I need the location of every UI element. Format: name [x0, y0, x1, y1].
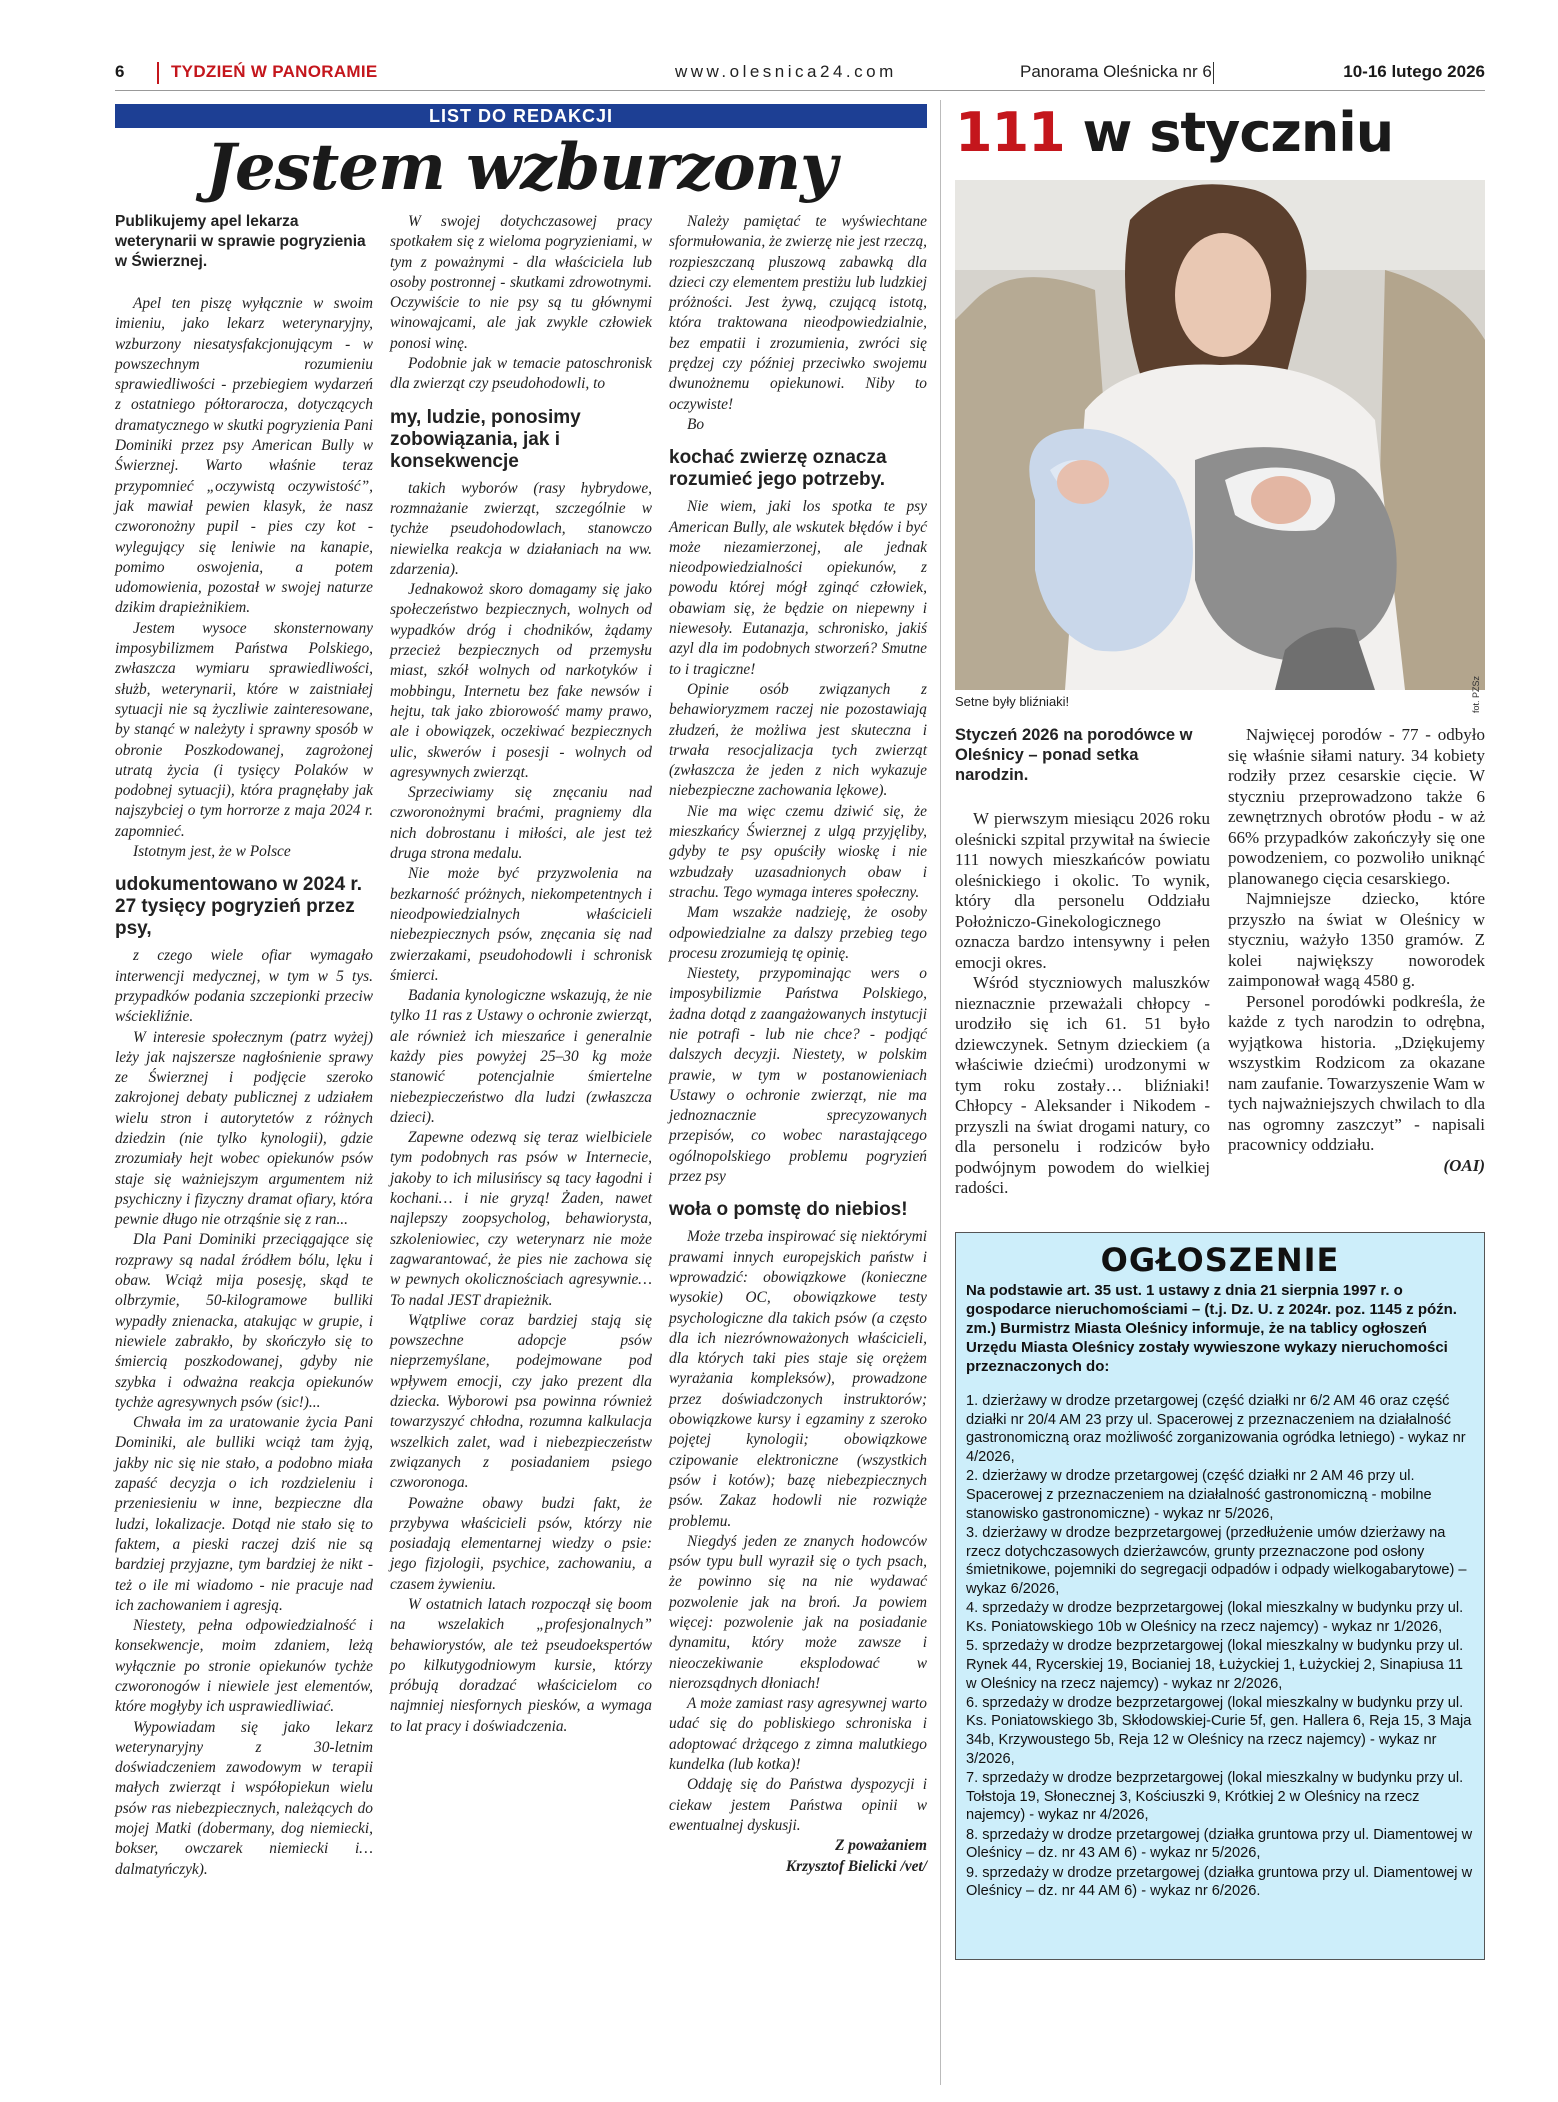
paragraph: Istotnym jest, że w Polsce [133, 843, 291, 861]
mother-with-twins-illustration [955, 180, 1485, 690]
births-headline [955, 100, 1485, 166]
births-headline-number: 111 [955, 101, 1065, 164]
paragraph: Sprzeciwiamy się znęcaniu nad czworonożnymi braćmi, pragniemy dla nich dobrostanu i miłości, ale jest też druga strona medalu. [390, 784, 652, 863]
paragraph: Wśród styczniowych maluszków nieznacznie przeważali chłopcy - urodziło się ich 61. 51 było dziewczynek. Setnym dzieckiem (a właściwie dziećmi) urodzonymi w tym roku zostały… bliźniaki! Chłopcy - Aleksander i Nikodem - przyszli na świat drogami natury, co dla personelu i rodziców było podwójnym powodem do wielkiej radości. [955, 973, 1210, 1197]
births-headline-text: w styczniu [1064, 101, 1394, 164]
paragraph: Oddaję się do Państwa dyspozycji i ciekaw jestem Państwa opinii w ewentualnej dyskusji. [669, 1776, 927, 1834]
paragraph: Najmniejsze dziecko, które przyszło na świat w Oleśnicy w styczniu, ważyło 1350 gramów. Z kolei największy noworodek zaimponował wagą 4580 g. [1228, 889, 1485, 990]
notice-item: 5. sprzedaży w drodze bezprzetargowej (lokal mieszkalny w budynku przy ul. Rynek 44, Rycerskiej 19, Bocianiej 18, Łużyckiej 1, Łużyckiej 2, Sinapiusa 11 w Oleśnicy na rzecz najemcy) - wykaz nr 2/2026, [966, 1638, 1464, 1692]
paragraph: Badania kynologiczne wskazują, że nie tylko 11 ras z Ustawy o ochronie zwierząt, ale również ich mieszańce i generalnie każdy pies powyżej 25–30 kg może stanowić potencjalnie śmiertelne niebezpieczeństwo dla ludzi (zwłaszcza dzieci). [390, 987, 652, 1126]
paragraph: Bo [687, 415, 705, 433]
paragraph: Wątpliwe coraz bardziej stają się powszechne adopcje psów nieprzemyślane, podejmowane pod wpływem emocji, czy jako prezent dla dziecka. Wyborowi psa powinna również towarzyszyć chłodna, rozumna kalkulacja wszelkich zalet, wad i niebezpieczeństw związanych z posiadaniem psiego czworonoga. [390, 1311, 652, 1492]
paragraph: Poważne obawy budzi fakt, że przybywa właścicieli psów, którzy nie posiadają elementarnej wiedzy o psie: jego fizjologii, psychice, zachowaniu, a czasem żywieniu. [390, 1494, 652, 1593]
paragraph: takich wyborów (rasy hybrydowe, rozmnażanie zwierząt, szczególnie w tychże pseudohodowlach, stanowczo niewielka reakcja w działaniach na ww. zdarzenia). [390, 479, 652, 578]
header-divider [157, 62, 159, 84]
paragraph: W ostatnich latach rozpoczął się boom na wszelakich „profesjonalnych” behawiorystów, ale też pseudoekspertów po kilkutygodniowym kursie, którzy próbują doradzać właścicielom co najmniej niesfornych piesków, a wymaga to lat pracy i doświadczenia. [390, 1596, 652, 1735]
issue-date: 10-16 lutego 2026 [1343, 62, 1485, 81]
notice-item: 3. dzierżawy w drodze bezprzetargowej (przedłużenie umów dzierżawy na rzecz dotychczasowych dzierżawców, grunty przeznaczone pod osłony śmietnikowe, pojemniki do segregacji odpadów i odpady wielkogabarytowe) – wykaz 6/2026, [966, 1524, 1467, 1598]
photo-credit: fot. PZSz [1471, 676, 1481, 714]
paragraph: Należy pamiętać te wyświechtane sformułowania, że zwierzę nie jest rzeczą, rozpieszczaną pluszową zabawką dla dzieci czy elementem prestiżu lub ludzkiej próżności. Jest żywą, czującą istotą, która traktowana nieodpowiedzialnie, bez empatii i zrozumienia, zwróci się prędzej czy później przeciwko swojemu dwunożnemu opiekunowi. Niby to oczywiste! [669, 213, 927, 413]
paragraph: Nie ma więc czemu dziwić się, że mieszkańcy Świerznej z ulgą przyjęliby, gdyby te psy opuściły wioskę i nie wzbudzały uzasadnionych obaw i strachu. Tego wymaga interes społeczny. [669, 802, 927, 901]
header-divider [1213, 62, 1214, 84]
paper-issue: Panorama Oleśnicka nr 6 [1020, 62, 1212, 81]
births-column-2 [1228, 725, 1485, 1176]
notice-item: 4. sprzedaży w drodze bezprzetargowej (lokal mieszkalny w budynku przy ul. Ks. Poniatowskiego 10b w Oleśnicy na rzecz najemcy) - wykaz nr 1/2026, [966, 1600, 1464, 1635]
paragraph: Zapewne odezwą się teraz wielbiciele tym podobnych ras psów w Internecie, jakoby to ich milusińscy są tacy łagodni i kochani… i nie gryzą! Żaden, nawet najlepszy zoopsycholog, behawiorysta, szkoleniowiec, czy weterynarz nie może zagwarantować, że pies nie zachowa się w pewnych okolicznościach agresywnie… To nadal JEST drapieżnik. [390, 1129, 652, 1309]
paragraph: Najwięcej porodów - 77 - odbyło się właśnie siłami natury. 34 kobiety rodziły przez cesarskie cięcie. W styczniu przeprowadzono także 6 zewnętrznych obrotów płodu - w aż 66% przypadków zakończyły się one powodzeniem, co pozwoliło uniknąć planowanego cięcia cesarskiego. [1228, 725, 1485, 888]
column-divider [940, 100, 941, 2085]
signature-greeting: Z poważaniem [835, 1837, 927, 1855]
notice-title: OGŁOSZENIE [1100, 1241, 1340, 1279]
births-author: (OAI) [1443, 1155, 1485, 1175]
paragraph: Nie wiem, jaki los spotka te psy American Bully, ale wskutek błędów i być może niezamierzonej, ale jednak nieodpowiedzialności opiekunów, z powodu której mógł zginąć człowiek, obawiam się, że będzie on niepewny i niewesoły. Eutanazja, schronisko, jakiś azyl dla im podobnych stworzeń? Smutne to i tragiczne! [669, 498, 927, 678]
letter-column-1 [115, 212, 373, 1880]
notice-item: 7. sprzedaży w drodze bezprzetargowej (lokal mieszkalny w budynku przy ul. Tołstoja 19, Słonecznej 3, Kościuszki 9, Krótkiej 2 w Oleśnicy na rzecz najemcy) - wykaz nr 4/2026, [966, 1770, 1464, 1824]
paragraph: Niestety, pełna odpowiedzialność i konsekwencje, moim zdaniem, leżą wyłącznie po stronie opiekunów tychże czworonogów i niewiele jest elementów, które mogłyby ich usprawiedliwiać. [115, 1617, 373, 1716]
births-column-1 [955, 725, 1210, 1199]
subheading: my, ludzie, ponosimy zobowiązania, jak i konsekwencje [390, 406, 581, 472]
paragraph: Podobnie jak w temacie patoschronisk dla zwierząt czy pseudohodowli, to [390, 355, 652, 393]
paragraph: Niegdyś jeden ze znanych hodowców psów typu bull wyraził się o tych psach, że powinno się na nie wydawać pozwolenie jak na broń. Ja powiem więcej: pozwolenie jak na posiadanie dynamitu, który może zawsze i nieoczekiwanie eksplodować w nierozsądnych dłoniach! [669, 1532, 927, 1692]
paragraph: Może trzeba inspirować się niektórymi prawami innych europejskich państw i wprowadzić: obowiązkowe (konieczne wysokie) OC, obowiązkowe testy psychologiczne dla takich psów (a często dla ich niezrównoważonych właścicieli, dla których taki pies staje się orężem wyrażania kompleksów), prowadzone przez doświadczonych instruktorów; obowiązkowe kursy i egzaminy z szeroko pojętej kynologii; obowiązkowe czipowanie elektroniczne (wszystkich psów i kotów); bazę niebezpiecznych psów. Zakaz hodowli nie rozwiąże problemu. [669, 1228, 927, 1530]
paragraph: Mam wszakże nadzieję, że osoby odpowiedzialne za dalszy przebieg tego procesu zrozumieją tę opinię. [669, 904, 927, 962]
letter-column-2 [390, 212, 652, 1737]
notice-item: 2. dzierżawy w drodze przetargowej (część działki nr 2 AM 46 przy ul. Spacerowej z przeznaczeniem na działalność gastronomiczną - mobilne stanowisko gastronomiczne) - wykaz nr 5/2026, [966, 1468, 1432, 1522]
subheading: woła o pomstę do niebios! [669, 1199, 908, 1221]
notice-item: 1. dzierżawy w drodze przetargowej (część działki nr 6/2 AM 46 oraz część działki nr 20/4 AM 23 przy ul. Spacerowej z przeznaczeniem na działalność gastronomiczną oraz możliwość zorganizowania ogródka letniego) - wykaz nr 4/2026, [966, 1393, 1466, 1466]
letter-headline: Jestem wzburzony [205, 130, 837, 205]
paragraph: Wypowiadam się jako lekarz weterynaryjny z 30-letnim doświadczeniem zawodowym w terapii małych zwierząt i współopiekun wielu psów ras niebezpiecznych, należących do mojej Matki (dobermany, dog niemiecki, bokser, owczarek niemiecki i… dalmatyńczyk). [115, 1718, 373, 1878]
page-number: 6 [115, 62, 125, 81]
paragraph: z czego wiele ofiar wymagało interwencji medycznej, w tym w 5 tys. przypadków podania szczepionki przeciw wściekliźnie. [115, 947, 373, 1026]
notice-intro: Na podstawie art. 35 ust. 1 ustawy z dnia 21 sierpnia 1997 r. o gospodarce nieruchomościami – (t.j. Dz. U. z 2024r. poz. 1145 z późn. zm.) Burmistrz Miasta Oleśnicy informuje, że na tablicy ogłoszeń Urzędu Miasta Oleśnicy zostały wywieszone wykazy nieruchomości przeznaczonych do: [966, 1282, 1457, 1375]
section-label-bar: LIST DO REDAKCJI [115, 104, 927, 128]
paragraph: Nie może być przyzwolenia na bezkarność próżnych, niekompetentnych i nieodpowiedzialnych właścicieli niebezpiecznych psów, znęcania się nad zwierzakami, pseudohodowli i schronisk śmierci. [390, 865, 652, 984]
paragraph: Dla Pani Dominiki przeciągające się rozprawy są nadal źródłem bólu, lęku i obaw. Wciąż mija posesję, skąd te olbrzymie, 50-kilogramowe bulliki wypadły znienacka, atakując w grupie, i niewiele zabrakło, by skończyło się to śmiercią poszkodowanej, gdyby nie szybka i odważna reakcja opiekunów tychże agresywnych psów (sic!)... [115, 1231, 373, 1411]
header-rule [115, 90, 1485, 91]
paragraph: Personel porodówki podkreśla, że każde z tych narodzin to odrębna, wyjątkowa historia. „Dziękujemy wszystkim Rodzicom za okazane nam zaufanie. Towarzyszenie Wam w tych najważniejszych chwilach to dla nas ogromny zaszczyt” - napisali pracownicy oddziału. [1228, 991, 1485, 1154]
section-name: TYDZIEŃ W PANORAMIE [171, 62, 378, 81]
public-notice-box [955, 1232, 1485, 1960]
website-link[interactable]: www.olesnica24.com [675, 62, 897, 81]
signature-author: Krzysztof Bielicki /vet/ [785, 1857, 927, 1875]
paragraph: Opinie osób związanych z behawioryzmem raczej nie pozostawiają złudzeń, że możliwa jest skuteczna i trwała resocjalizacja tych zwierząt (zwłaszcza że jeden z nich wykazuje niebezpieczne zachowania lękowe). [669, 680, 927, 800]
paragraph: W interesie społecznym (patrz wyżej) leży jak najszersze nagłośnienie sprawy ze Świerznej i podjęcie szeroko zakrojonej debaty publicznej z udziałem wielu stron i autorytetów z różnych dziedzin (nie tylko kynologii), gdzie zrozumiały hejt wobec opiekunów psów staje się ważniejszym argumentem niż psychiczny i fizyczny dramat ofiary, która pewnie długo nie otrząśnie się z ran... [115, 1028, 373, 1229]
notice-item: 8. sprzedaży w drodze przetargowej (działka gruntowa przy ul. Diamentowej w Oleśnicy – dz. nr 43 AM 6) - wykaz nr 5/2026, [966, 1826, 1473, 1862]
notice-item: 9. sprzedaży w drodze przetargowej (działka gruntowa przy ul. Diamentowej w Oleśnicy – dz. nr 44 AM 6) - wykaz nr 6/2026. [966, 1864, 1473, 1900]
subheading: udokumentowano w 2024 r. 27 tysięcy pogryzień przez psy, [115, 874, 363, 940]
letter-column-3 [669, 212, 927, 1877]
paragraph: A może zamiast rasy agresywnej warto udać się do pobliskiego schroniska i adoptować drżącego z zimna malutkiego kundelka (lub kotka)! [669, 1695, 927, 1774]
paragraph: Niestety, przypominając wers o imposybilizmie Państwa Polskiego, żadna dotąd z zaangażowanych instytucji nie potrafi - lub nie chce? - podjąć dalszych decyzji. Niestety, w polskim prawie, w tym w postanowieniach Ustawy o ochronie zwierząt, nie ma jednoznacznie sprecyzowanych przepisów, co wobec narastającego ogólnopolskiego problemu pogryzień przez psy [669, 965, 927, 1186]
paragraph: W swojej dotychczasowej pracy spotkałem się z wieloma pogryzieniami, w tym z poważnymi - dla właściciela lub osoby postronnej - skutkami zdrowotnymi. Oczywiście to nie psy są tu głównymi winowajcami, ale jak zwykle człowiek ponosi winę. [390, 213, 652, 352]
photo-caption: Setne były bliźniaki! [955, 694, 1070, 709]
subheading: kochać zwierzę oznacza rozumieć jego potrzeby. [669, 447, 887, 491]
page-header [115, 62, 1485, 86]
paragraph: Jestem wysoce skonsternowany imposybilizmem Państwa Polskiego, zwłaszcza wymiaru sprawiedliwości, służb, weterynarii, które w zaistniałej sytuacji nie są życzliwie zainteresowane, by stanąć w należyty i sprawny sposób w obronie Poszkodowanej, zagrożonej utratą życia (i tysięcy Polaków w podobnej sytuacji), która pragnęłaby jak najszybciej o tym horrorze z maja 2024 r. zapomnieć. [115, 619, 373, 840]
paragraph: Jednakowoż skoro domagamy się jako społeczeństwo bezpiecznych, wolnych od wypadków dróg i chodników, żądamy przecież bezpiecznych od przemysłu miast, szkół wolnych od narkotyków i mobbingu, Internetu bez fake newsów i hejtu, tak jako zbiorowość mamy prawo, ale i obowiązek, oczekiwać bezpiecznych ulic, skwerów i posesji - wolnych od agresywnych zwierząt. [390, 581, 652, 781]
paragraph: W pierwszym miesiącu 2026 roku oleśnicki szpital przywitał na świecie 111 nowych mieszkańców powiatu oleśnickiego i okolic. To wynik, który dla personelu Oddziału Położniczo-Ginekologicznego oznacza bardzo intensywny i pełen emocji okres. [955, 809, 1210, 972]
notice-item: 6. sprzedaży w drodze bezprzetargowej (lokal mieszkalny w budynku przy ul. Ks. Poniatowskiego 3b, Skłodowskiej-Curie 5f, gen. Hallera 6, Reja 15, 3 Maja 34b, Krzywoustego 5b, Reja 12 w Oleśnicy na rzecz najemcy) - wykaz nr 3/2026, [966, 1694, 1472, 1767]
paragraph: Apel ten piszę wyłącznie w swoim imieniu, jako lekarz weterynaryjny, wzburzony niesatysfakcjonującym - w powszechnym rozumieniu sprawiedliwości - przebiegiem wydarzeń z ostatniego półtorarocza, dotyczących dramatycznego w skutki pogryzienia Pani Dominiki przez psy American Bully w Świerznej. Warto właśnie teraz przypomnieć „oczywistą oczywistość”, jak mawiał pewien klasyk, że nasz czworonożny pupil - pies czy kot - wylegujący się leniwie na kanapie, pomimo oswojenia, a potem udomowienia, pozostał w swojej naturze dzikim drapieżnikiem. [115, 295, 373, 617]
letter-lead: Publikujemy apel lekarza weterynarii w sprawie pogryzienia w Świerznej. [115, 213, 366, 270]
paragraph: Chwała im za uratowanie życia Pani Dominiki, ale bulliki wciąż tam żyją, jakby nic się nie stało, a podobno miała zapaść decyzja o ich rozdzieleniu i przeniesieniu w inne, bezpieczne dla ludzi, lokalizacje. Dotąd nie stało się to faktem, a pieski raczej dziś nie są bardziej przyjazne, tym bardziej że nikt - też o ile mi wiadomo - nie pracuje nad ich zachowaniem i agresją. [115, 1414, 373, 1614]
births-lead: Styczeń 2026 na porodówce w Oleśnicy – ponad setka narodzin. [955, 726, 1193, 784]
